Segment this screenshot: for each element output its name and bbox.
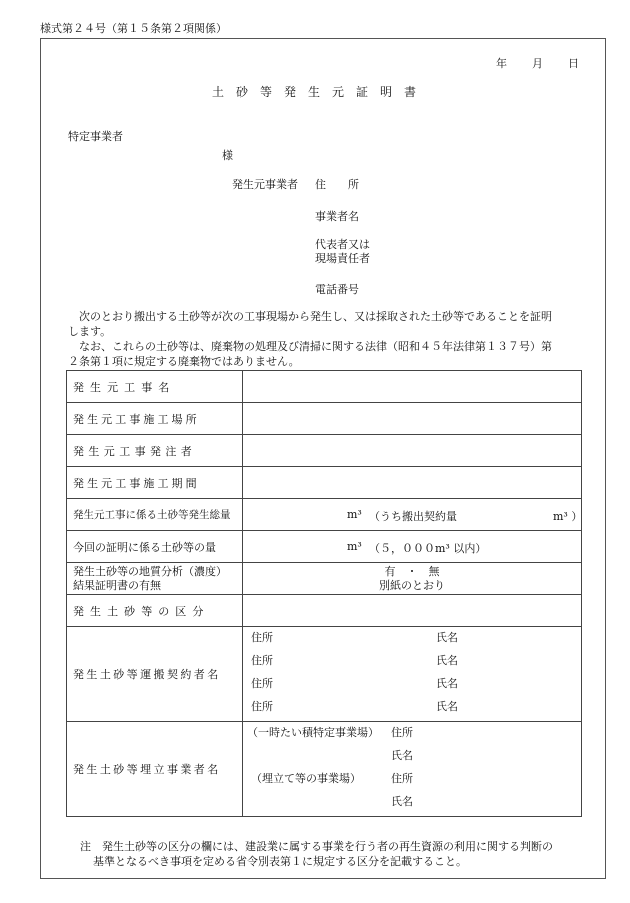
total-unit: m³ bbox=[347, 508, 362, 521]
origin-project-field[interactable] bbox=[243, 371, 582, 403]
current-volume-field[interactable] bbox=[243, 531, 582, 563]
statement-line-1: 次のとおり搬出する土砂等が次の工事現場から発生し、又は採取された土砂等であることを証明 bbox=[68, 310, 552, 323]
orderer-field[interactable] bbox=[243, 435, 582, 467]
certificate-table bbox=[66, 370, 582, 817]
fill-site-name: 氏名 bbox=[391, 795, 413, 808]
temp-site-address: 住所 bbox=[391, 726, 413, 739]
analysis-choice[interactable]: 有 ・ 無 bbox=[384, 564, 440, 578]
table-row bbox=[67, 531, 582, 563]
transport-address-1: 住所 bbox=[251, 631, 273, 644]
total-volume-label: 発生元工事に係る土砂等発生総量 bbox=[67, 499, 243, 531]
total-contract-unit: m³ ） bbox=[553, 510, 583, 523]
note-line-2: 基準となるべき事項を定める省令別表第１に規定する区分を記載すること。 bbox=[93, 855, 467, 868]
transport-contractor-label: 発生土砂等運搬契約者名 bbox=[67, 627, 243, 722]
table-row bbox=[67, 403, 582, 435]
landfill-operator-field[interactable] bbox=[243, 722, 582, 817]
table-row bbox=[67, 563, 582, 595]
classification-label: 発生土砂等の区分 bbox=[67, 595, 243, 627]
issuer-heading: 発生元事業者 bbox=[232, 178, 298, 191]
table-row bbox=[67, 595, 582, 627]
period-label: 発生元工事施工期間 bbox=[67, 467, 243, 499]
statement-line-3: なお、これらの土砂等は、廃棄物の処理及び清掃に関する法律（昭和４５年法律第１３７号）第 bbox=[68, 340, 552, 353]
table-row bbox=[67, 371, 582, 403]
transport-address-3: 住所 bbox=[251, 677, 273, 690]
analysis-note: 別紙のとおり bbox=[379, 578, 445, 592]
form-number: 様式第２４号（第１５条第２項関係） bbox=[40, 22, 227, 35]
table-row bbox=[67, 467, 582, 499]
transport-name-4: 氏名 bbox=[436, 700, 458, 713]
landfill-operator-label: 発生土砂等埋立事業者名 bbox=[67, 722, 243, 817]
issuer-site-manager-label: 現場責任者 bbox=[315, 252, 370, 265]
classification-field[interactable] bbox=[243, 595, 582, 627]
transport-name-2: 氏名 bbox=[436, 654, 458, 667]
transport-name-3: 氏名 bbox=[436, 677, 458, 690]
current-unit: m³ bbox=[347, 540, 362, 553]
date-day: 日 bbox=[568, 57, 579, 70]
fill-site-address: 住所 bbox=[391, 772, 413, 785]
addressee-label: 特定事業者 bbox=[68, 130, 123, 143]
issuer-representative-label: 代表者又は bbox=[315, 238, 370, 251]
table-row bbox=[67, 627, 582, 722]
transport-contractor-field[interactable] bbox=[243, 627, 582, 722]
table-row bbox=[67, 435, 582, 467]
temp-site-name: 氏名 bbox=[391, 749, 413, 762]
addressee-honorific: 様 bbox=[222, 149, 233, 162]
site-field[interactable] bbox=[243, 403, 582, 435]
origin-project-label: 発生元工事名 bbox=[67, 371, 243, 403]
fill-site-label: （埋立て等の事業場） bbox=[251, 772, 361, 785]
issuer-phone-label: 電話番号 bbox=[315, 283, 359, 296]
analysis-label-line-2: 結果証明書の有無 bbox=[73, 578, 161, 592]
site-label: 発生元工事施工場所 bbox=[67, 403, 243, 435]
document-title: 土 砂 等 発 生 元 証 明 書 bbox=[212, 85, 417, 99]
note-line-1: 注 発生土砂等の区分の欄には、建設業に属する事業を行う者の再生資源の利用に関する判断の bbox=[80, 840, 553, 853]
issuer-business-name-label: 事業者名 bbox=[315, 210, 359, 223]
date-month: 月 bbox=[532, 57, 543, 70]
transport-address-4: 住所 bbox=[251, 700, 273, 713]
date-year: 年 bbox=[496, 57, 507, 70]
total-contract-label: （うち搬出契約量 bbox=[369, 510, 457, 523]
transport-address-2: 住所 bbox=[251, 654, 273, 667]
analysis-field[interactable] bbox=[243, 563, 582, 595]
orderer-label: 発生元工事発注者 bbox=[67, 435, 243, 467]
statement-line-2: します。 bbox=[68, 325, 112, 338]
analysis-label-line-1: 発生土砂等の地質分析（濃度） bbox=[73, 564, 227, 578]
table-row bbox=[67, 722, 582, 817]
transport-name-1: 氏名 bbox=[436, 631, 458, 644]
current-limit: （５，０００m³ 以内） bbox=[369, 542, 487, 555]
temp-site-label: （一時たい積特定事業場） bbox=[247, 726, 379, 739]
statement-line-4: ２条第１項に規定する廃棄物ではありません。 bbox=[68, 355, 300, 368]
current-volume-label: 今回の証明に係る土砂等の量 bbox=[67, 531, 243, 563]
table-row bbox=[67, 499, 582, 531]
issuer-address-label: 住 所 bbox=[315, 178, 359, 191]
period-field[interactable] bbox=[243, 467, 582, 499]
total-volume-field[interactable] bbox=[243, 499, 582, 531]
